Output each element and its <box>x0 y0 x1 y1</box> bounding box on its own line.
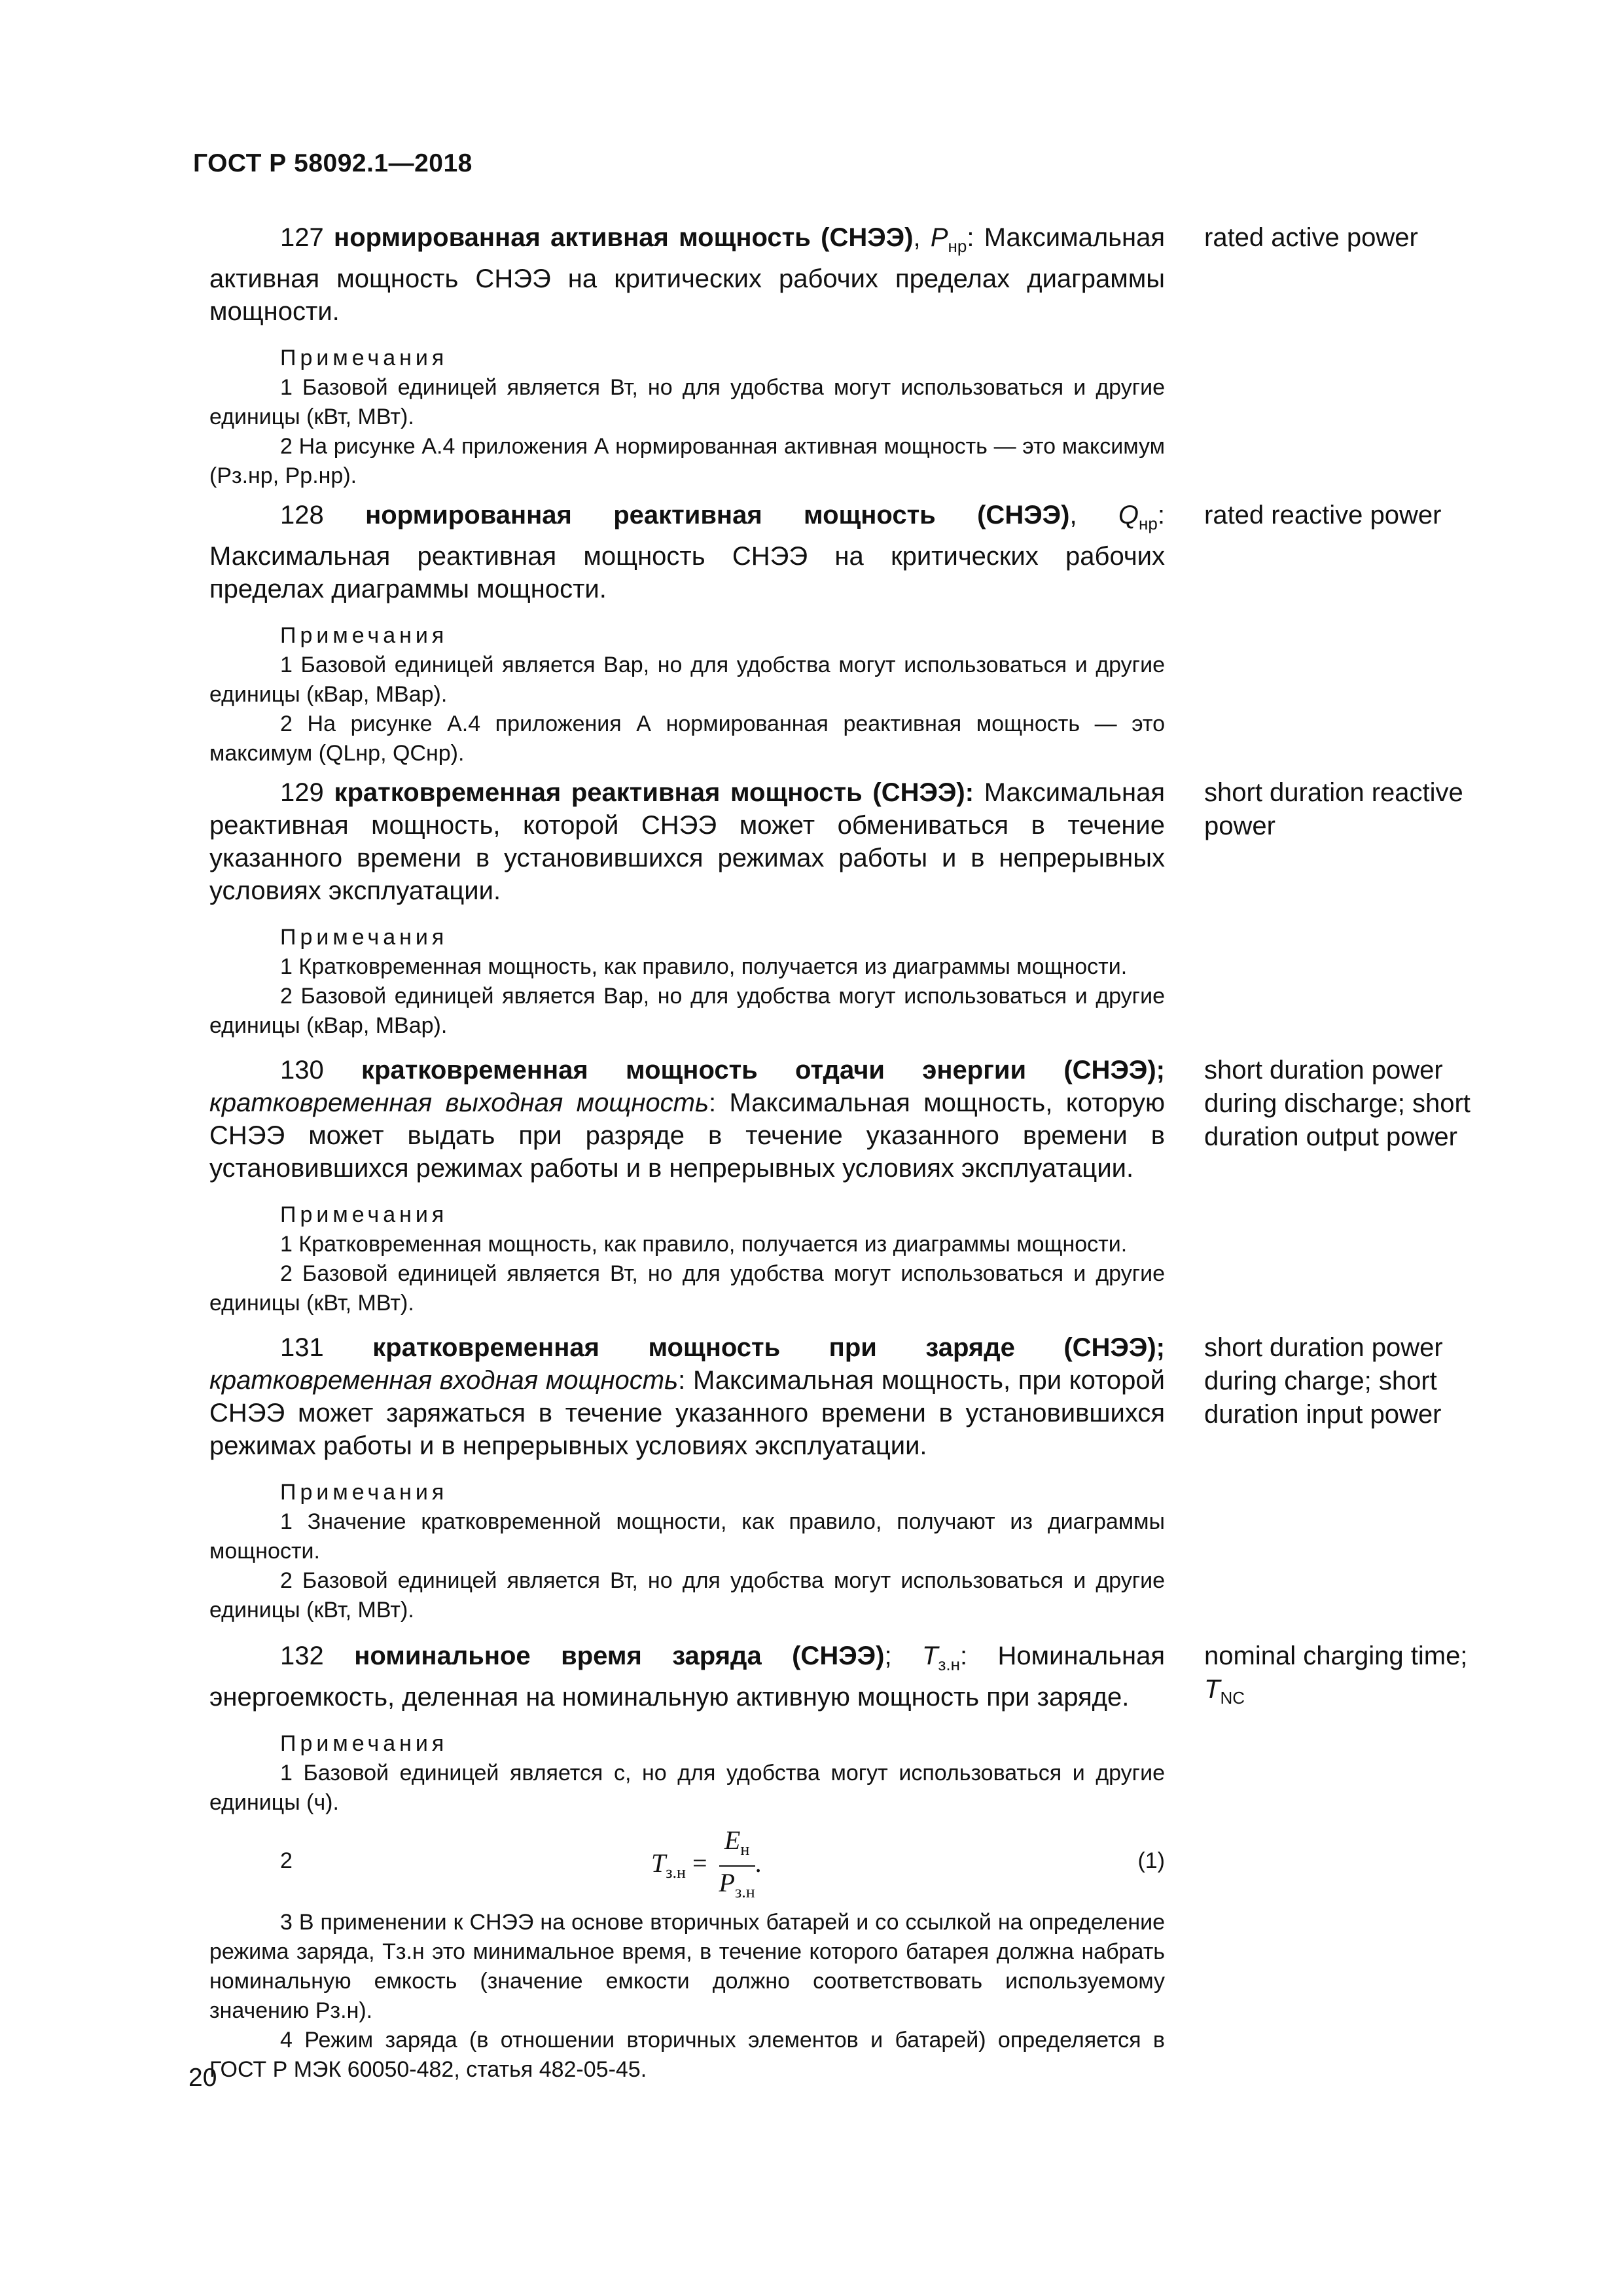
english-term <box>1204 1640 1512 1715</box>
notes-title: Примечания <box>280 925 448 950</box>
term-definition: 130 кратковременная мощность отдачи энергии (СНЭЭ); кратковременная выходная мощность: Максимальная мощность, которую СНЭЭ может выдать при разряде в течение указанного времени в установившихся режимах работы и в непрерывных условиях эксплуатации. <box>209 1056 1165 1183</box>
formula-equation: $T_{з.н}$ = $\frac{E_н}{P_{з.н}}$ . <box>651 1825 762 1907</box>
note: 2 На рисунке А.4 приложения А нормированная реактивная мощность — это максимум (QLнр, QCнр). <box>209 711 1165 766</box>
term-definition: 129 кратковременная реактивная мощность (СНЭЭ): Максимальная реактивная мощность, которой СНЭЭ может обмениваться в течение указанного времени в установившихся режимах работы и в непрерывных условиях эксплуатации. <box>209 778 1166 905</box>
english-term: short duration power during discharge; short duration output power <box>1204 1056 1471 1151</box>
notes-title: Примечания <box>280 1480 448 1505</box>
notes-block <box>209 344 1165 491</box>
notes-block <box>209 1729 1165 2085</box>
note: 1 Базовой единицей является с, но для удобства могут использоваться и другие единицы (ч). <box>209 1761 1165 1815</box>
document-header: ГОСТ Р 58092.1—2018 <box>193 149 473 177</box>
notes-block <box>209 1478 1165 1625</box>
note: 3 В применении к СНЭЭ на основе вторичных батарей и со ссылкой на определение режима заряда, Tз.н это минимальное время, в течение которого батарея должна набрать номинальную емкость (значение емкости должно соответствовать используемому значению Pз.н). <box>209 1910 1165 2023</box>
notes-title: Примечания <box>280 623 448 648</box>
notes-block <box>209 621 1165 768</box>
notes-block <box>209 1200 1165 1318</box>
term-definition: 131 кратковременная мощность при заряде (СНЭЭ); кратковременная входная мощность: Максимальная мощность, при которой СНЭЭ может заряжаться в течение указанного времени в установившихся режимах работы и в непрерывных условиях эксплуатации. <box>209 1333 1165 1460</box>
note: 1 Кратковременная мощность, как правило, получается из диаграммы мощности. <box>280 954 1128 979</box>
term-definition: 127 нормированная активная мощность (СНЭЭ), $P_{нр}$: Максимальная активная мощность СНЭЭ на критических рабочих пределах диаграммы мощности. <box>209 223 1165 326</box>
note: 1 Базовой единицей является Вар, но для удобства могут использоваться и другие единицы (кВар, МВар). <box>209 653 1165 707</box>
notes-block <box>209 923 1165 1041</box>
note: 1 Значение кратковременной мощности, как правило, получают из диаграммы мощности. <box>209 1509 1165 1564</box>
term-definition: 132 номинальное время заряда (СНЭЭ); $T_{з.н}$: Номинальная энергоемкость, деленная на номинальную активную мощность при заряде. <box>209 1641 1165 1712</box>
formula-fraction: $\frac{E_н}{P_{з.н}}$ <box>719 1825 755 1901</box>
english-term: short duration reactive power <box>1204 778 1463 840</box>
note: 2 На рисунке А.4 приложения А нормированная активная мощность — это максимум (Pз.нр, Pр.нр). <box>209 434 1165 488</box>
note: 2 Базовой единицей является Вар, но для удобства могут использоваться и другие единицы (кВар, МВар). <box>209 984 1165 1038</box>
note: 2 Базовой единицей является Вт, но для удобства могут использоваться и другие единицы (кВт, МВт). <box>209 1568 1165 1623</box>
notes-title: Примечания <box>280 346 448 370</box>
page-number: 20 <box>188 2064 217 2092</box>
notes-title: Примечания <box>280 1731 448 1756</box>
english-term: rated active power <box>1204 223 1418 252</box>
english-term-symbol: $T_{NC}$ <box>1204 1675 1245 1708</box>
english-term: rated reactive power <box>1204 501 1442 529</box>
formula-note-number: 2 <box>280 1848 293 1873</box>
term-definition: 128 нормированная реактивная мощность (СНЭЭ), $Q_{нр}$: Максимальная реактивная мощность СНЭЭ на критических рабочих пределах диаграммы мощности. <box>209 501 1165 603</box>
notes-title: Примечания <box>280 1202 448 1227</box>
english-term: short duration power during charge; short duration input power <box>1204 1333 1443 1429</box>
note: 1 Кратковременная мощность, как правило, получается из диаграммы мощности. <box>280 1232 1128 1257</box>
english-term-main: nominal charging time; <box>1204 1641 1468 1670</box>
note: 2 Базовой единицей является Вт, но для удобства могут использоваться и другие единицы (кВт, МВт). <box>209 1261 1165 1316</box>
note: 1 Базовой единицей является Вт, но для удобства могут использоваться и другие единицы (кВт, МВт). <box>209 375 1165 429</box>
note: 4 Режим заряда (в отношении вторичных элементов и батарей) определяется в ГОСТ Р МЭК 60050-482, статья 482-05-45. <box>209 2028 1165 2082</box>
formula-index: (1) <box>1137 1848 1165 1873</box>
formula <box>209 1821 1165 1900</box>
